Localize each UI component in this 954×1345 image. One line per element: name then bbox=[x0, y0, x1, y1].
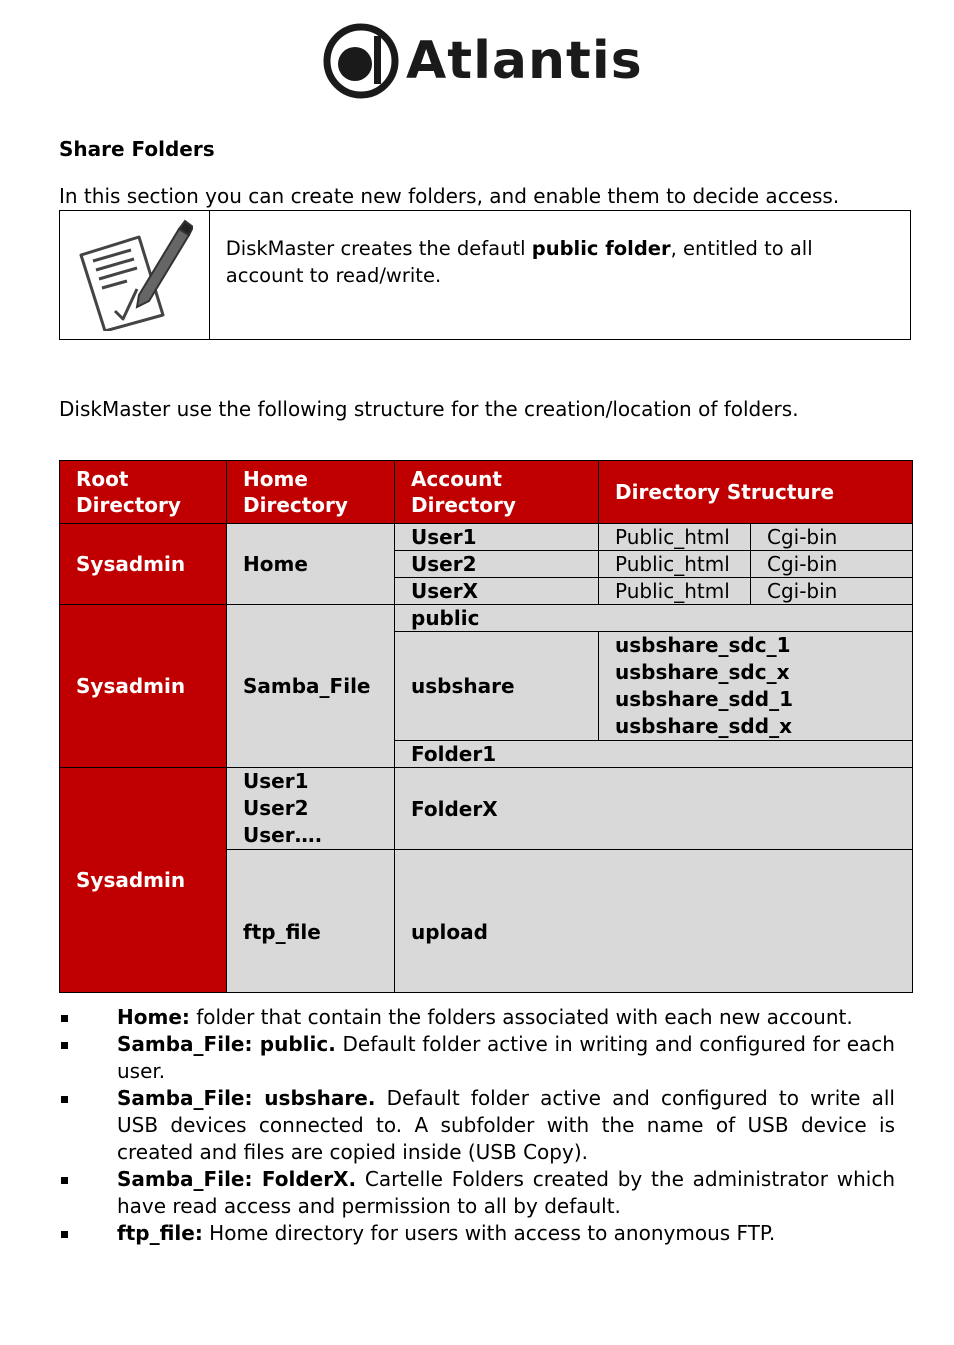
note-text: DiskMaster creates the defautl public folder, entitled to all account to read/write. bbox=[225, 237, 813, 287]
list-item: Samba_File: usbshare. Default folder active and configured to write all USB devices connected to. A subfolder with the name of USB device is created and files are copied inside (USB Copy). bbox=[59, 1085, 895, 1166]
list-item: Samba_File: public. Default folder active in writing and configured for each user. bbox=[59, 1031, 895, 1085]
root-cell: Sysadmin bbox=[60, 768, 227, 993]
root-cell: Sysadmin bbox=[60, 605, 227, 768]
folderx-cell: FolderX bbox=[395, 768, 913, 850]
note-icon-cell bbox=[60, 211, 210, 339]
table-header-row bbox=[60, 461, 913, 524]
intro-text: In this section you can create new folders, and enable them to decide access. bbox=[59, 184, 840, 208]
account-cell: UserX bbox=[395, 578, 599, 605]
sub-cell: Cgi-bin bbox=[751, 578, 913, 605]
note-pencil-icon bbox=[75, 219, 193, 331]
directory-structure-table bbox=[59, 460, 913, 993]
note-bold: public folder bbox=[531, 237, 671, 260]
usb-item: usbshare_sdc_x bbox=[615, 660, 790, 684]
sub-cell: Cgi-bin bbox=[751, 524, 913, 551]
sub-cell: Public_html bbox=[599, 551, 751, 578]
sub-cell: Public_html bbox=[599, 578, 751, 605]
upload-cell: upload bbox=[395, 850, 913, 993]
list-item: Home: folder that contain the folders associated with each new account. bbox=[59, 1004, 895, 1031]
header-account-directory: Account Directory bbox=[395, 461, 599, 524]
home-cell: Samba_File bbox=[227, 605, 395, 768]
usbshare-cell: usbshare bbox=[395, 632, 599, 741]
user-item: User…. bbox=[243, 823, 323, 847]
ftp-cell: ftp_file bbox=[227, 850, 395, 993]
table-row bbox=[60, 605, 913, 632]
header-home-directory: Home Directory bbox=[227, 461, 395, 524]
account-cell: User2 bbox=[395, 551, 599, 578]
table-row bbox=[60, 768, 913, 850]
user-item: User2 bbox=[243, 796, 309, 820]
table-row bbox=[60, 524, 913, 551]
home-cell: Home bbox=[227, 524, 395, 605]
bullet-list bbox=[59, 1004, 895, 1247]
atlantis-logo bbox=[322, 20, 643, 102]
usb-item: usbshare_sdc_1 bbox=[615, 633, 791, 657]
header-directory-structure: Directory Structure bbox=[599, 461, 913, 524]
structure-intro: DiskMaster use the following structure for the creation/location of folders. bbox=[59, 397, 799, 421]
usb-item: usbshare_sdd_1 bbox=[615, 687, 793, 711]
list-item: ftp_file: Home directory for users with access to anonymous FTP. bbox=[59, 1220, 895, 1247]
section-title: Share Folders bbox=[59, 137, 215, 161]
usb-item: usbshare_sdd_x bbox=[615, 714, 792, 738]
list-item: Samba_File: FolderX. Cartelle Folders created by the administrator which have read access and permission to all by default. bbox=[59, 1166, 895, 1220]
users-cell bbox=[227, 768, 395, 850]
note-box bbox=[59, 210, 911, 340]
sub-cell: Public_html bbox=[599, 524, 751, 551]
user-item: User1 bbox=[243, 769, 309, 793]
atlantis-logo-icon bbox=[322, 22, 400, 100]
usb-items-cell bbox=[599, 632, 913, 741]
root-cell: Sysadmin bbox=[60, 524, 227, 605]
sub-cell: Cgi-bin bbox=[751, 551, 913, 578]
account-cell: User1 bbox=[395, 524, 599, 551]
header-root-directory: Root Directory bbox=[60, 461, 227, 524]
logo-text: Atlantis bbox=[406, 31, 643, 91]
folder1-cell: Folder1 bbox=[395, 741, 913, 768]
public-cell: public bbox=[395, 605, 913, 632]
